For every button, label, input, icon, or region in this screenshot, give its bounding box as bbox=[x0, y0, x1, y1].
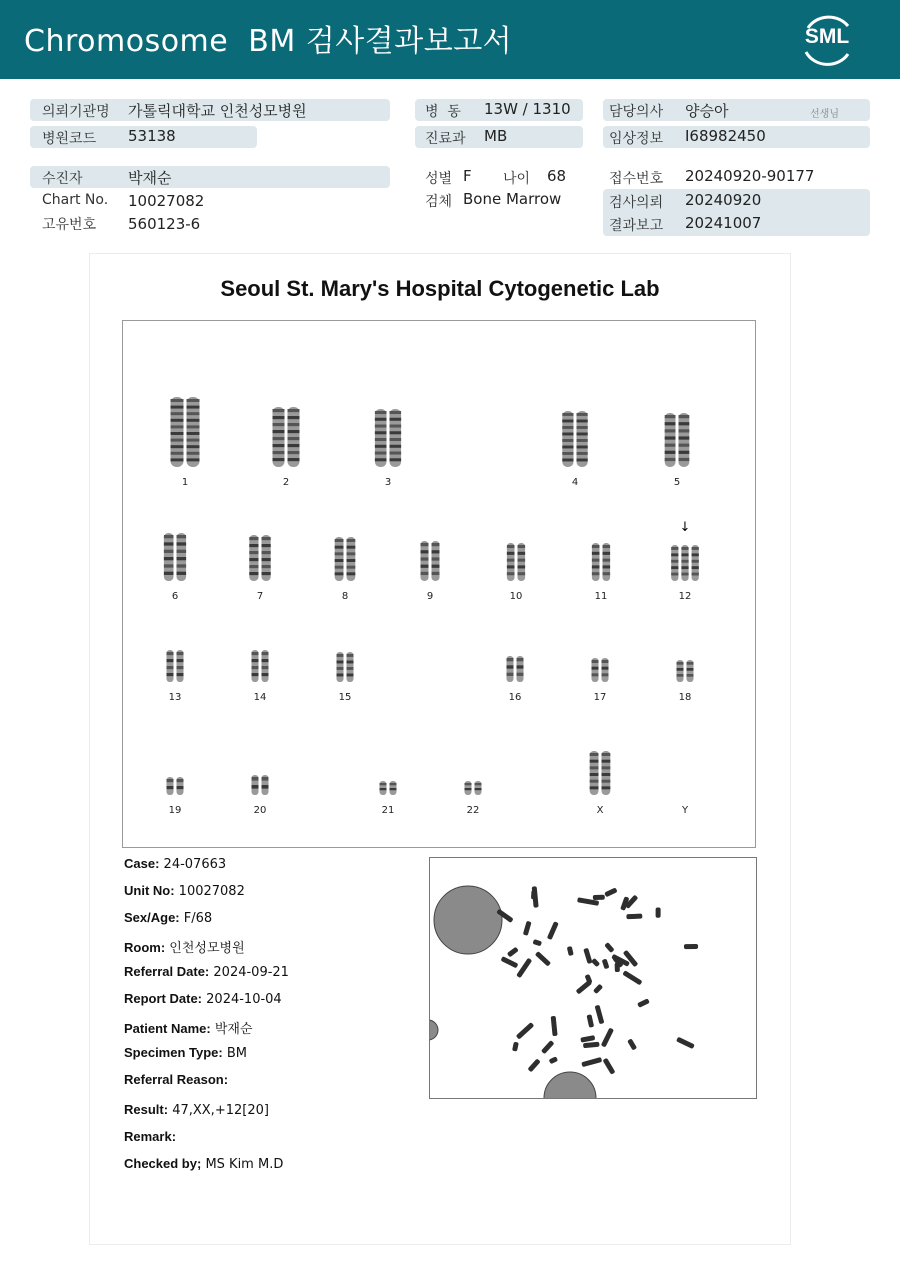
request-value: 20240920 bbox=[685, 191, 762, 209]
report-field bbox=[124, 910, 212, 926]
chromosome-label-14: 14 bbox=[253, 692, 267, 703]
metaphase-chromosome bbox=[591, 958, 600, 967]
unique-value: 560123-6 bbox=[128, 215, 201, 233]
metaphase-image bbox=[429, 857, 757, 1099]
report-field-label: Report Date: bbox=[124, 991, 203, 1006]
chromosome-label-2: 2 bbox=[282, 477, 290, 488]
report-panel bbox=[89, 253, 791, 1245]
metaphase-chromosome bbox=[626, 914, 642, 920]
metaphase-chromosome bbox=[523, 921, 532, 936]
chromosome-pair-4 bbox=[562, 411, 587, 467]
metaphase-chromosome bbox=[533, 939, 543, 946]
chromosome-label-Y: Y bbox=[681, 805, 689, 816]
doctor-value: 양승아 bbox=[685, 102, 729, 120]
chromosome-pair-15 bbox=[337, 652, 354, 682]
report-field bbox=[124, 1102, 269, 1118]
specimen-value: Bone Marrow bbox=[463, 190, 562, 208]
institution-value: 가톨릭대학교 인천성모병원 bbox=[128, 102, 307, 120]
chromosome-label-18: 18 bbox=[678, 692, 692, 703]
report-field-value: 2024-10-04 bbox=[202, 992, 282, 1007]
chromosome-label-21: 21 bbox=[381, 805, 395, 816]
metaphase-chromosome bbox=[516, 1022, 535, 1040]
chromosome-label-9: 9 bbox=[426, 591, 434, 602]
chromosome-label-22: 22 bbox=[466, 805, 480, 816]
metaphase-chromosome bbox=[567, 946, 574, 956]
chromosome-label-16: 16 bbox=[508, 692, 522, 703]
report-field-value: 10027082 bbox=[174, 884, 245, 899]
chromosome-label-7: 7 bbox=[256, 591, 264, 602]
report-field-label: Case: bbox=[124, 856, 160, 871]
clinical-label: 임상정보 bbox=[609, 131, 664, 147]
report-field-value: MS Kim M.D bbox=[201, 1157, 284, 1172]
request-label: 검사의뢰 bbox=[609, 195, 664, 211]
chromosome-pair-18 bbox=[677, 660, 694, 682]
nucleus-edge bbox=[430, 1020, 438, 1040]
report-field-label: Result: bbox=[124, 1102, 169, 1117]
doctor-label: 담당의사 bbox=[609, 104, 664, 120]
report-field-label: Remark: bbox=[124, 1129, 177, 1144]
chromosome-pair-2 bbox=[273, 407, 300, 467]
nucleus-upper-left bbox=[434, 886, 502, 954]
nucleus-bottom bbox=[544, 1072, 596, 1098]
metaphase-chromosome bbox=[507, 947, 519, 958]
report-field-label: Unit No: bbox=[124, 883, 175, 898]
report-title: Chromosome BM 검사결과보고서 bbox=[24, 24, 513, 59]
report-field-label: Patient Name: bbox=[124, 1021, 211, 1036]
metaphase-chromosome bbox=[535, 951, 551, 967]
chromosome-pair-3 bbox=[375, 409, 401, 467]
metaphase-chromosome bbox=[516, 958, 532, 979]
result-value: 20241007 bbox=[685, 214, 762, 232]
metaphase-chromosome bbox=[581, 1057, 602, 1067]
hospital-code-value: 53138 bbox=[128, 127, 176, 145]
metaphase-chromosome bbox=[637, 998, 650, 1008]
report-field-value: BM bbox=[222, 1046, 248, 1061]
lab-title: Seoul St. Mary's Hospital Cytogenetic Lab bbox=[220, 276, 660, 301]
report-field-label: Specimen Type: bbox=[124, 1045, 223, 1060]
chromosome-label-17: 17 bbox=[593, 692, 607, 703]
metaphase-chromosome bbox=[501, 956, 519, 968]
metaphase-chromosome bbox=[602, 959, 610, 970]
metaphase-chromosome bbox=[549, 1056, 558, 1064]
metaphase-chromosome bbox=[583, 1042, 600, 1049]
report-field bbox=[124, 991, 282, 1007]
report-field bbox=[124, 1072, 228, 1088]
result-label: 결과보고 bbox=[609, 218, 664, 234]
chromosome-label-19: 19 bbox=[168, 805, 182, 816]
report-field bbox=[124, 1018, 253, 1037]
report-field bbox=[124, 937, 245, 956]
chromosome-pair-X bbox=[590, 751, 611, 795]
dept-label: 진료과 bbox=[425, 131, 466, 147]
chromosome-label-X: X bbox=[596, 805, 604, 816]
chromosome-pair-20 bbox=[252, 775, 269, 795]
patient-value: 박재순 bbox=[128, 169, 172, 187]
ward-value: 13W / 1310 bbox=[484, 100, 571, 118]
metaphase-chromosome bbox=[580, 1035, 595, 1043]
metaphase-chromosome bbox=[604, 887, 617, 897]
pill-patient bbox=[30, 166, 390, 188]
chromosome-pair-10 bbox=[507, 543, 525, 581]
report-field bbox=[124, 964, 289, 980]
report-field-value: F/68 bbox=[179, 911, 213, 926]
report-field bbox=[124, 883, 245, 899]
receipt-label: 접수번호 bbox=[609, 171, 664, 187]
metaphase-chromosome bbox=[593, 984, 603, 994]
metaphase-chromosome bbox=[586, 1014, 594, 1028]
metaphase-chromosome bbox=[541, 1040, 555, 1054]
dept-value: MB bbox=[484, 127, 508, 145]
chart-value: 10027082 bbox=[128, 192, 205, 210]
report-field-label: Referral Reason: bbox=[124, 1072, 229, 1087]
sex-value: F bbox=[463, 167, 472, 185]
unique-label: 고유번호 bbox=[42, 217, 97, 233]
chart-label: Chart No. bbox=[42, 192, 109, 208]
chromosome-pair-8 bbox=[335, 537, 356, 581]
metaphase-chromosome bbox=[615, 963, 620, 972]
chromosome-label-6: 6 bbox=[171, 591, 179, 602]
chromosome-label-13: 13 bbox=[168, 692, 182, 703]
chromosome-pair-6 bbox=[164, 533, 186, 581]
chromosome-pair-17 bbox=[592, 658, 609, 682]
metaphase-chromosome bbox=[583, 948, 592, 964]
report-field-value: 47,XX,+12[20] bbox=[168, 1103, 269, 1118]
metaphase-chromosome bbox=[593, 895, 605, 900]
report-field-value: 2024-09-21 bbox=[209, 965, 289, 980]
chromosome-label-1: 1 bbox=[181, 477, 189, 488]
metaphase-chromosome bbox=[531, 890, 537, 899]
report-field-value: 박재순 bbox=[210, 1022, 253, 1037]
chromosome-label-12: 12 bbox=[678, 591, 692, 602]
metaphase-chromosome bbox=[676, 1037, 695, 1049]
sex-label: 성별 bbox=[425, 171, 453, 187]
metaphase-chromosome bbox=[576, 980, 593, 995]
chromosome-label-11: 11 bbox=[594, 591, 608, 602]
metaphase-chromosome bbox=[527, 1058, 540, 1072]
chromosome-pair-11 bbox=[592, 543, 610, 581]
report-field-label: Sex/Age: bbox=[124, 910, 180, 925]
institution-label: 의뢰기관명 bbox=[42, 104, 110, 120]
metaphase-chromosome bbox=[656, 907, 661, 917]
metaphase-spread-image bbox=[430, 858, 756, 1098]
metaphase-chromosome bbox=[551, 1016, 558, 1036]
logo-text: SML bbox=[804, 25, 850, 48]
metaphase-chromosome bbox=[627, 1038, 637, 1050]
chromosome-label-15: 15 bbox=[338, 692, 352, 703]
age-label: 나이 bbox=[503, 171, 531, 187]
chromosome-pair-19 bbox=[167, 777, 184, 795]
doctor-suffix: 선생님 bbox=[810, 109, 839, 120]
trisomy-arrow-icon: ↓ bbox=[679, 520, 691, 535]
hospital-code-label: 병원코드 bbox=[42, 131, 97, 147]
chromosome-label-10: 10 bbox=[509, 591, 523, 602]
metaphase-chromosome bbox=[604, 942, 614, 953]
report-field-value: 인천성모병원 bbox=[165, 941, 245, 956]
karyotype-panel bbox=[122, 320, 756, 848]
chromosome-pair-13 bbox=[167, 650, 184, 682]
metaphase-chromosome bbox=[622, 970, 642, 985]
metaphase-chromosome bbox=[547, 921, 559, 940]
chromosome-label-5: 5 bbox=[673, 477, 681, 488]
report-field bbox=[124, 1156, 283, 1172]
chromosome-label-20: 20 bbox=[253, 805, 267, 816]
chromosome-pair-21 bbox=[380, 781, 397, 795]
chromosome-label-3: 3 bbox=[384, 477, 392, 488]
chromosome-pair-14 bbox=[252, 650, 269, 682]
chromosome-pair-9 bbox=[421, 541, 440, 581]
metaphase-chromosome bbox=[601, 1028, 614, 1048]
metaphase-chromosome bbox=[595, 1005, 605, 1025]
sml-logo bbox=[798, 12, 856, 66]
karyotype-image bbox=[123, 321, 755, 847]
age-value: 68 bbox=[547, 167, 567, 185]
chromosome-pair-22 bbox=[465, 781, 482, 795]
report-field-value: 24-07663 bbox=[159, 857, 227, 872]
chromosome-pair-1 bbox=[171, 397, 200, 467]
chromosome-pair-5 bbox=[665, 413, 690, 467]
report-field bbox=[124, 856, 226, 872]
report-field-label: Room: bbox=[124, 940, 166, 955]
report-field-label: Checked by; bbox=[124, 1156, 202, 1171]
report-field-label: Referral Date: bbox=[124, 964, 210, 979]
clinical-value: I68982450 bbox=[685, 127, 766, 145]
header-bar bbox=[0, 0, 900, 79]
metaphase-chromosome bbox=[684, 944, 698, 949]
chromosome-pair-7 bbox=[249, 535, 270, 581]
report-field bbox=[124, 1045, 247, 1061]
ward-label: 병 동 bbox=[425, 104, 461, 120]
chromosome-pair-12 bbox=[671, 545, 699, 581]
chromosome-pair-16 bbox=[507, 656, 524, 682]
metaphase-chromosome bbox=[603, 1058, 616, 1075]
patient-label: 수진자 bbox=[42, 171, 83, 187]
report-field bbox=[124, 1129, 176, 1145]
metaphase-chromosome bbox=[512, 1042, 519, 1052]
specimen-label: 검체 bbox=[425, 194, 453, 210]
chromosome-label-4: 4 bbox=[571, 477, 579, 488]
receipt-value: 20240920-90177 bbox=[685, 167, 815, 185]
chromosome-label-8: 8 bbox=[341, 591, 349, 602]
